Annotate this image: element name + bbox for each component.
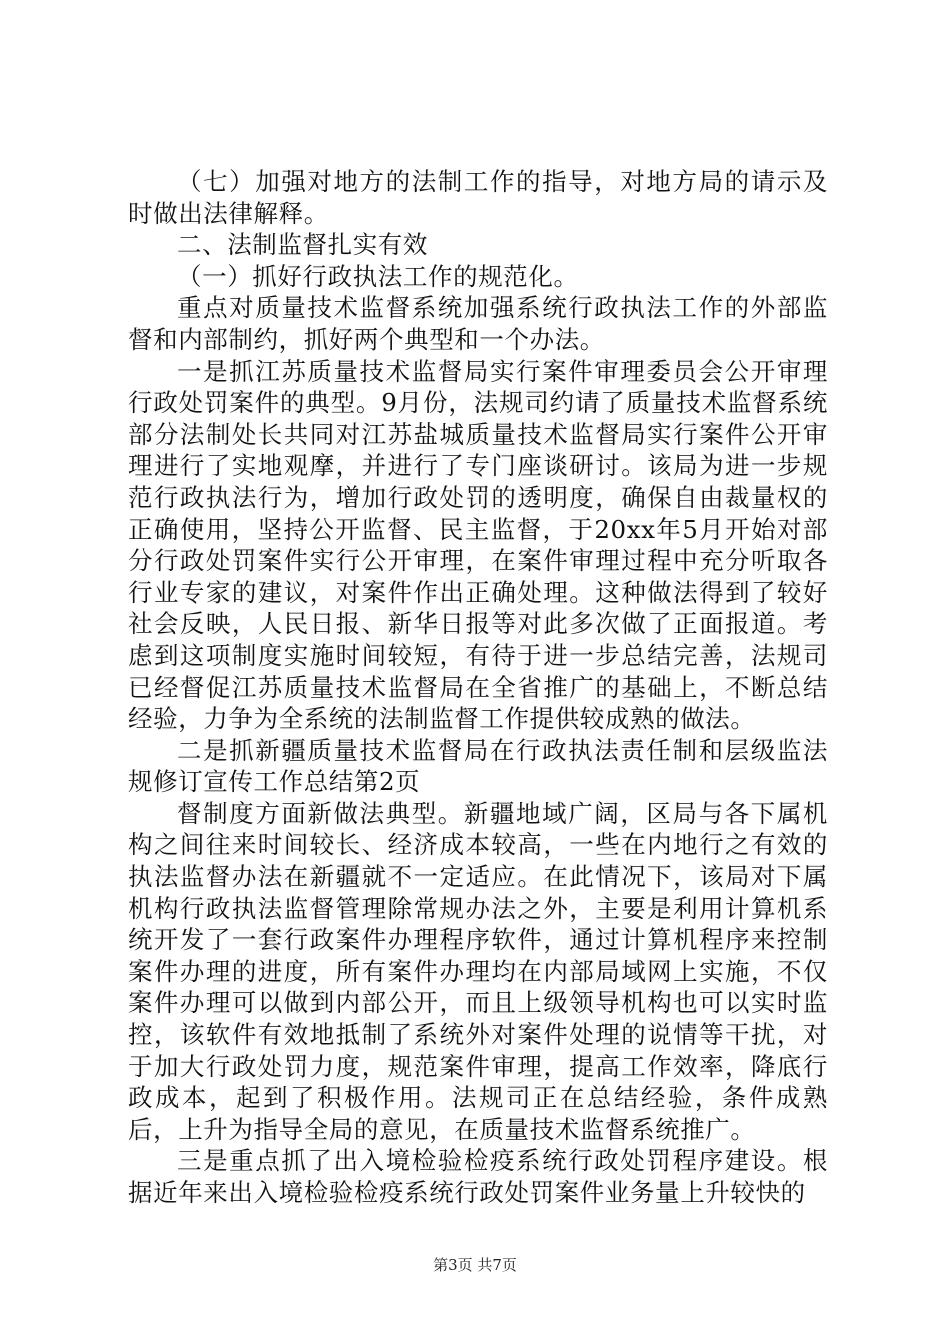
section-heading-legal-supervision: 二、法制监督扎实有效 — [177, 230, 428, 260]
paragraph-focus-supervision: 重点对质量技术监督系统加强系统行政执法工作的外部监督和内部制约，抓好两个典型和一个办法。 — [128, 293, 828, 354]
paragraph-xinjiang-example-body: 督制度方面新做法典型。新疆地域广阔，区局与各下属机构之间往来时间较长、经济成本较高，一些在内地行之有效的执法监督办法在新疆就不一定适应。在此情况下，该局对下属机构行政执法监督管理除常规办法之外，主要是利用计算机系统开发了一套行政案件办理程序软件，通过计算机程序来控制案件办理的进度，所有案件办理均在内部局域网上实施，不仅案件办理可以做到内部公开，而且上级领导机构也可以实时监控，该软件有效地抵制了系统外对案件处理的说情等干扰，对于加大行政处罚力度，规范案件审理，提高工作效率，降底行政成本，起到了积极作用。法规司正在总结经验，条件成熟后，上升为指导全局的意见，在质量技术监督系统推广。 — [128, 798, 828, 1144]
page-footer: 第3页 共7页 — [433, 1256, 517, 1274]
document-body — [128, 166, 828, 1209]
paragraph-inspection-quarantine: 三是重点抓了出入境检验检疫系统行政处罚程序建设。根据近年来出入境检验检疫系统行政处罚案件业务量上升较快的 — [128, 1146, 828, 1207]
paragraph-local-guidance: （七）加强对地方的法制工作的指导，对地方局的请示及时做出法律解释。 — [128, 167, 828, 228]
subheading-enforcement-standardization: （一）抓好行政执法工作的规范化。 — [177, 261, 579, 291]
paragraph-jiangsu-example: 一是抓江苏质量技术监督局实行案件审理委员会公开审理行政处罚案件的典型。9月份，法规司约请了质量技术监督系统部分法制处长共同对江苏盐城质量技术监督局实行案件公开审理进行了实地观摩，并进行了专门座谈研讨。该局为进一步规范行政执法行为，增加行政处罚的透明度，确保自由裁量权的正确使用，坚持公开监督、民主监督，于20xx年5月开始对部分行政处罚案件实行公开审理，在案件审理过程中充分听取各行业专家的建议，对案件作出正确处理。这种做法得到了较好社会反映，人民日报、新华日报等对此多次做了正面报道。考虑到这项制度实施时间较短，有待于进一步总结完善，法规司已经督促江苏质量技术监督局在全省推广的基础上，不断总结经验，力争为全系统的法制监督工作提供较成熟的做法。 — [128, 356, 828, 734]
paragraph-xinjiang-example-start: 二是抓新疆质量技术监督局在行政执法责任制和层级监法规修订宣传工作总结第2页 — [128, 735, 828, 797]
